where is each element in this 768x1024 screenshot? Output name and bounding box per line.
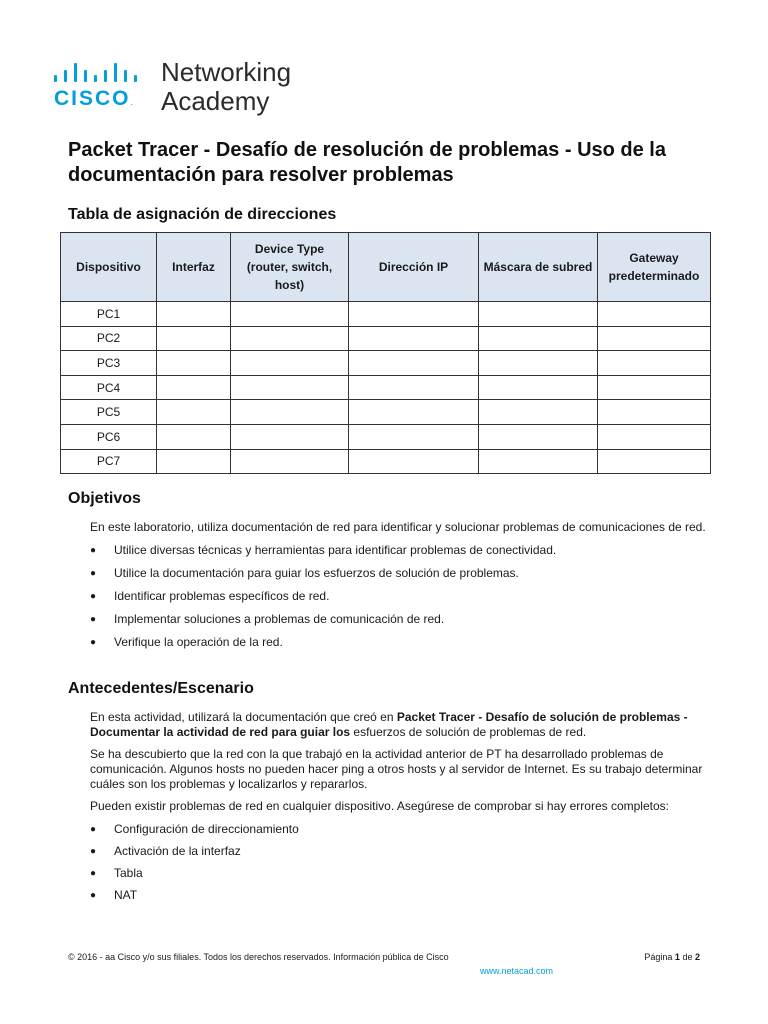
device-type-cell [231,424,349,449]
footer-page-number: Página 1 de 2 [644,952,700,962]
device-type-cell [231,302,349,327]
table-row [61,424,711,449]
gateway-cell [598,449,711,474]
list-item: ● Utilice la documentación para guiar los esfuerzos de solución de problemas. [90,566,715,581]
error-check-list [90,822,715,903]
gateway-cell [598,302,711,327]
background-paragraph-1: En esta actividad, utilizará la documentación que creó en Packet Tracer - Desafío de solución de problemas - Documentar la actividad de red para guiar los esfuerzos de solución de problemas de red. [90,710,688,739]
gateway-cell [598,326,711,351]
gateway-cell [598,424,711,449]
interface-cell [157,351,231,376]
device-cell: PC5 [61,400,157,425]
col-header-default-gateway: Gateway predeterminado [598,233,711,302]
gateway-cell [598,375,711,400]
table-row [61,400,711,425]
mask-cell [479,449,598,474]
col-header-device: Dispositivo [61,233,157,302]
gateway-cell [598,351,711,376]
device-type-cell [231,449,349,474]
list-item: ● Implementar soluciones a problemas de comunicación de red. [90,612,715,627]
interface-cell [157,375,231,400]
table-row [61,326,711,351]
device-type-cell [231,326,349,351]
mask-cell [479,326,598,351]
col-header-device-type: Device Type (router, switch, host) [231,233,349,302]
ip-cell [349,326,479,351]
logo-line-networking: Networking [161,57,292,87]
list-item: ● NAT [90,888,715,903]
interface-cell [157,400,231,425]
addressing-table [60,232,711,474]
ip-cell [349,449,479,474]
list-item: ● Configuración de direccionamiento [90,822,715,837]
footer-url-link[interactable]: www.netacad.com [480,966,554,976]
table-row [61,351,711,376]
background-section [90,710,715,903]
interface-cell [157,449,231,474]
cisco-bars-icon [54,62,150,82]
col-header-ip-address: Dirección IP [349,233,479,302]
page-title: Packet Tracer - Desafío de resolución de problemas - Uso de la documentación para resolver problemas [68,139,666,186]
objectives-section [90,520,715,650]
ip-cell [349,400,479,425]
table-row [61,302,711,327]
ip-cell [349,424,479,449]
mask-cell [479,424,598,449]
interface-cell [157,424,231,449]
background-paragraph-2: Se ha descubierto que la red con la que trabajó en la actividad anterior de PT ha desarrollado problemas de comunicación. Algunos hosts no pueden hacer ping a otros hosts y al servidor de Internet. Es su trabajo determinar cuáles son los problemas y localizarlos y repararlos. [90,747,703,791]
interface-cell [157,302,231,327]
device-cell: PC3 [61,351,157,376]
mask-cell [479,375,598,400]
col-header-subnet-mask: Máscara de subred [479,233,598,302]
ip-cell [349,302,479,327]
logo-line-academy: Academy [161,86,270,116]
table-row [61,449,711,474]
device-cell: PC1 [61,302,157,327]
mask-cell [479,351,598,376]
cisco-wordmark: CISCO. [54,87,134,110]
list-item: ● Tabla [90,866,715,881]
table-header-row [61,233,711,302]
objectives-intro: En este laboratorio, utiliza documentación de red para identificar y solucionar problemas de comunicaciones de red. [90,520,706,534]
objectives-list [90,543,715,650]
logo-text [161,58,291,116]
table-row [61,375,711,400]
list-item: ● Utilice diversas técnicas y herramientas para identificar problemas de conectividad. [90,543,715,558]
list-item: ● Identificar problemas específicos de red. [90,589,715,604]
device-type-cell [231,351,349,376]
col-header-interface: Interfaz [157,233,231,302]
interface-cell [157,326,231,351]
mask-cell [479,400,598,425]
device-type-cell [231,375,349,400]
background-heading: Antecedentes/Escenario [68,680,254,697]
table-heading: Tabla de asignación de direcciones [68,206,337,223]
device-cell: PC2 [61,326,157,351]
list-item: ● Verifique la operación de la red. [90,635,715,650]
device-cell: PC7 [61,449,157,474]
list-item: ● Activación de la interfaz [90,844,715,859]
objectives-heading: Objetivos [68,490,141,507]
device-cell: PC6 [61,424,157,449]
mask-cell [479,302,598,327]
ip-cell [349,351,479,376]
device-type-cell [231,400,349,425]
device-cell: PC4 [61,375,157,400]
gateway-cell [598,400,711,425]
ip-cell [349,375,479,400]
footer-copyright: © 2016 - aa Cisco y/o sus filiales. Todos los derechos reservados. Información pública de Cisco [68,952,449,962]
background-paragraph-3: Pueden existir problemas de red en cualquier dispositivo. Asegúrese de comprobar si hay errores completos: [90,799,669,813]
